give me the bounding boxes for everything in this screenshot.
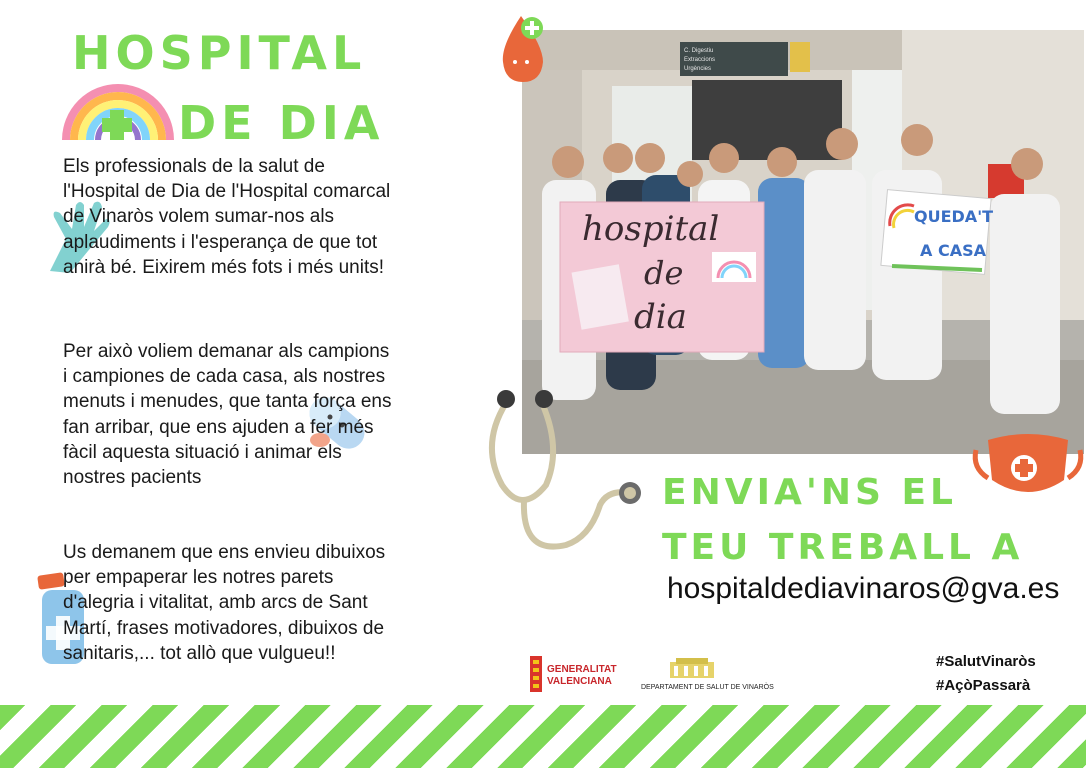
banner-hospital-de-dia xyxy=(560,202,764,352)
sign-line3: Urgències xyxy=(684,66,712,72)
paragraph-intro: Els professionals de la salut de l'Hospital de Dia de l'Hospital comarcal de Vinaròs volem sumar-nos als aplaudiments i l'esperança de que tot anirà bé. Eixirem més fots i més units! xyxy=(63,156,391,278)
banner-line3: dia xyxy=(634,297,687,337)
cta-line1: ENVIA'NS EL xyxy=(662,472,957,513)
gva-line2: VALENCIANA xyxy=(547,676,612,687)
banner-right-line2: A CASA xyxy=(920,241,986,260)
paragraph-request: Per això voliem demanar als campions i campiones de cada casa, als nostres menuts i menudes, que tanta força ens fan arribar, que ens ajuden a fer més fàcil aquesta situació i animar els nostres pacients xyxy=(63,341,392,489)
blood-drop-icon xyxy=(497,12,549,86)
banner-line2: de xyxy=(644,254,684,292)
hallway-sign xyxy=(680,42,788,76)
paragraph-drawings: Us demanem que ens envieu dibuixos per empaperar les notres parets d'alegria i vitalitat, amb arcs de Sant Martí, frases motivadores, dibuixos de sanitaris,... tot allò que vulgueu!! xyxy=(63,542,386,664)
stethoscope-icon xyxy=(470,385,650,565)
generalitat-logo xyxy=(528,654,628,696)
sign-line2: Extraccions xyxy=(684,57,716,63)
contact-email[interactable]: hospitaldediavinaros@gva.es xyxy=(667,572,1060,605)
banner-line1: hospital xyxy=(582,209,720,249)
dept-label: DEPARTAMENT DE SALUT DE VINARÒS xyxy=(641,684,774,691)
sign-line1: C. Digestiu xyxy=(684,48,714,54)
striped-footer-band xyxy=(0,705,1086,768)
title-de-dia: DE DIA xyxy=(178,96,385,150)
cta-line2: TEU TREBALL A xyxy=(662,527,1024,568)
banner-queda-a-casa xyxy=(881,190,993,275)
gva-line1: GENERALITAT xyxy=(547,664,617,675)
title-hospital: HOSPITAL xyxy=(72,26,367,80)
face-mask-icon xyxy=(972,432,1084,502)
hashtag-salut-vinaros: #SalutVinaròs xyxy=(936,653,1036,670)
hashtag-aco-passara: #AçòPassarà xyxy=(936,677,1031,694)
banner-right-line1: QUEDA'T xyxy=(914,207,993,226)
department-logo xyxy=(640,656,774,696)
